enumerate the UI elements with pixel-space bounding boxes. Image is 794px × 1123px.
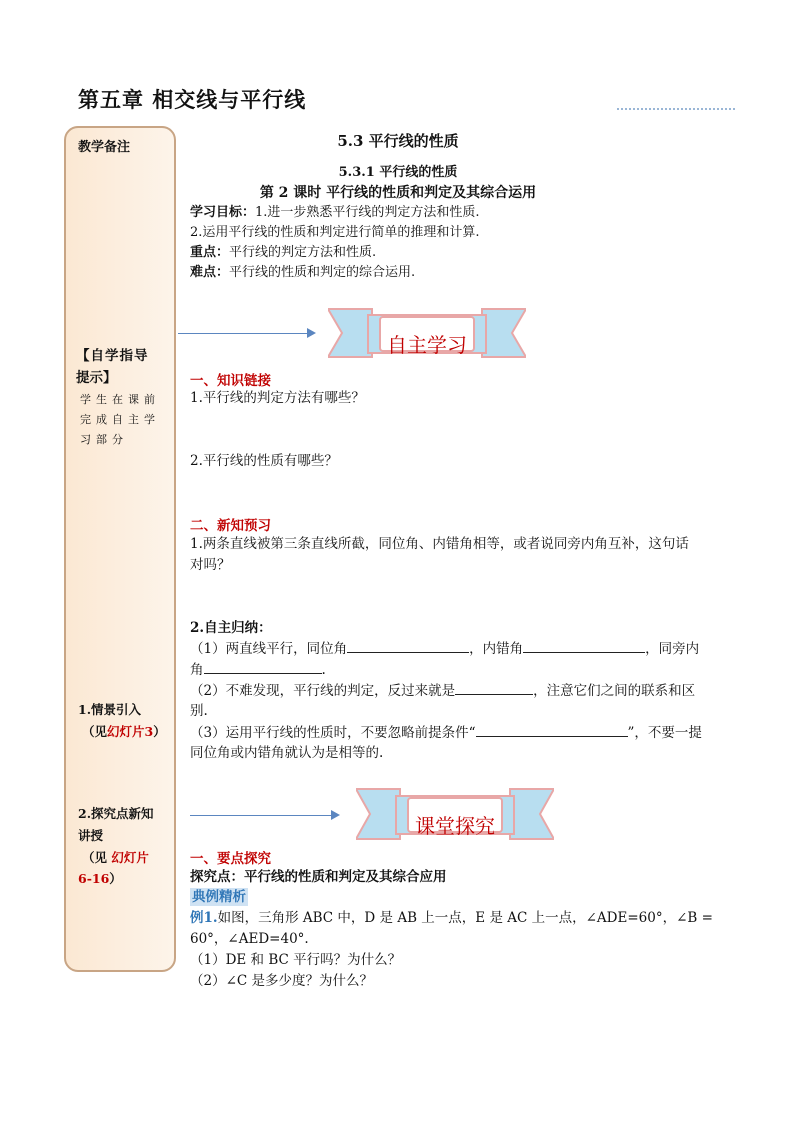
arrow-to-self-study bbox=[178, 333, 314, 334]
key-explore-heading: 一、要点探究 bbox=[190, 851, 271, 867]
hint-note-line3: 习部分 bbox=[80, 433, 128, 446]
difficult-point: 难点：平行线的性质和判定的综合运用. bbox=[190, 265, 416, 280]
knowledge-link-heading: 一、知识链接 bbox=[190, 373, 271, 389]
item1-title: 1.情景引入 bbox=[78, 702, 142, 717]
hint-title-line1: 【自学指导 bbox=[76, 348, 149, 364]
item2-title-line1: 2.探究点新知 bbox=[78, 806, 154, 821]
summary-item2-cont: 别. bbox=[190, 703, 208, 719]
summary-item1-cont: 角 . bbox=[190, 659, 326, 681]
hint-note-line1: 学生在课前 bbox=[80, 393, 160, 406]
sidebar-title: 教学备注 bbox=[78, 140, 131, 155]
lesson-title: 第 2 课时 平行线的性质和判定及其综合运用 bbox=[259, 185, 537, 201]
summary-item3-cont: 同位角或内错角就认为是相等的. bbox=[190, 745, 384, 761]
item2-ref-line2: 6-16） bbox=[78, 871, 122, 886]
typical-example-tag: 典例精析 bbox=[192, 889, 246, 905]
teaching-notes-sidebar bbox=[64, 126, 176, 972]
blank-interior-angles[interactable] bbox=[204, 659, 322, 674]
summary-item3: （3）运用平行线的性质时，不要忽略前提条件“ ”，不要一提 bbox=[190, 722, 702, 744]
header-dotted-rule bbox=[617, 108, 735, 110]
question-1: 1.平行线的判定方法有哪些？ bbox=[190, 390, 365, 406]
question-2: 2.平行线的性质有哪些？ bbox=[190, 453, 338, 469]
preview-heading: 二、新知预习 bbox=[190, 518, 271, 534]
blank-corresponding-angles[interactable] bbox=[347, 638, 469, 653]
section-title: 5.3 平行线的性质 bbox=[337, 132, 459, 150]
example1-question1: （1）DE 和 BC 平行吗？为什么？ bbox=[190, 952, 402, 968]
item2-ref: （见 幻灯片 bbox=[82, 850, 149, 865]
item2-title-line2: 讲授 bbox=[78, 828, 104, 843]
item1-ref: （见幻灯片3） bbox=[82, 724, 166, 739]
preview-q1-line1: 1.两条直线被第三条直线所截，同位角、内错角相等，或者说同旁内角互补，这句话 bbox=[190, 536, 689, 552]
summary-title: 2.自主归纳： bbox=[190, 620, 272, 636]
subsection-title: 5.3.1 平行线的性质 bbox=[338, 165, 458, 180]
example1-line2: 60°，∠AED=40°. bbox=[190, 931, 309, 947]
explore-point: 探究点：平行线的性质和判定及其综合应用 bbox=[190, 869, 447, 885]
blank-converse[interactable] bbox=[455, 680, 533, 695]
hint-title-line2: 提示】 bbox=[76, 370, 117, 386]
self-study-banner-label: 自主学习 bbox=[387, 333, 467, 357]
class-explore-banner-label: 课堂探究 bbox=[415, 814, 495, 838]
key-point: 重点：平行线的判定方法和性质. bbox=[190, 245, 377, 260]
hint-note-line2: 完成自主学 bbox=[80, 413, 160, 426]
example1-question2: （2）∠C 是多少度？为什么？ bbox=[190, 973, 374, 989]
preview-q1-line2: 对吗？ bbox=[190, 557, 231, 573]
learning-goals-line2: 2.运用平行线的性质和判定进行简单的推理和计算. bbox=[190, 225, 480, 240]
summary-item1: （1）两直线平行，同位角 ，内错角 ，同旁内 bbox=[190, 638, 699, 660]
summary-item2: （2）不难发现，平行线的判定，反过来就是 ，注意它们之间的联系和区 bbox=[190, 680, 695, 702]
learning-goals-line1: 学习目标：1.进一步熟悉平行线的判定方法和性质. bbox=[190, 205, 480, 220]
chapter-title: 第五章 相交线与平行线 bbox=[78, 87, 307, 112]
blank-premise[interactable] bbox=[476, 722, 628, 737]
blank-alternate-angles[interactable] bbox=[523, 638, 645, 653]
arrow-to-class-explore bbox=[190, 815, 338, 816]
example1-line1: 例1.如图，三角形 ABC 中，D 是 AB 上一点，E 是 AC 上一点，∠ADE=60°，∠B = bbox=[190, 910, 713, 926]
